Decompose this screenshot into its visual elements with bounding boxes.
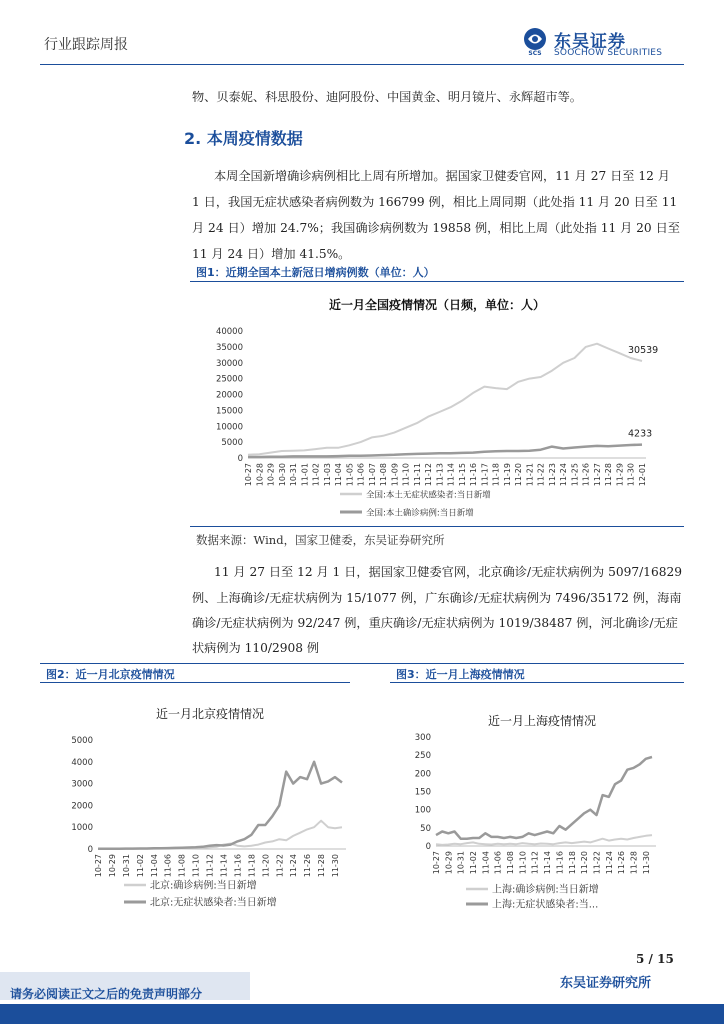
national-x-tick-label: 10-29 [266,463,276,487]
beijing-y-tick-label: 1000 [71,823,93,834]
fig3-label-rule [390,682,684,683]
national-x-tick-label: 11-22 [536,463,546,487]
shanghai-x-tick-label: 11-06 [493,851,503,875]
shanghai-y-tick-label: 150 [414,787,431,798]
national-x-tick-label: 11-08 [379,463,389,487]
para2-line-3: 确诊/无症状病例为 92/247 例，重庆确诊/无症状病例为 1019/38487 例，河北确诊/无症 [192,616,678,630]
national-end-label-1: 30539 [628,345,659,357]
shanghai-series-line-1 [436,835,652,845]
beijing-x-tick-label: 11-12 [205,854,215,878]
fig2-label-rule [40,682,350,683]
beijing-x-tick-label: 10-27 [94,854,103,878]
national-x-tick-label: 11-03 [322,463,332,487]
fig1-top-rule [190,281,684,282]
national-legend-label-1: 全国:本土无症状感染者:当日新增 [366,490,491,501]
shanghai-x-tick-label: 11-12 [530,851,540,875]
beijing-y-tick-label: 0 [87,845,93,855]
national-end-label-2: 4233 [628,428,653,440]
beijing-x-tick-label: 10-31 [121,854,131,878]
shanghai-x-tick-label: 11-02 [469,851,479,875]
national-x-tick-label: 11-04 [334,463,344,487]
footer-institute: 东吴证券研究所 [560,976,652,991]
beijing-x-tick-label: 11-06 [163,854,173,878]
beijing-x-tick-label: 11-28 [317,854,327,878]
section-title: 2. 本周疫情数据 [184,129,303,148]
shanghai-y-tick-label: 50 [420,823,431,834]
national-x-tick-label: 11-05 [345,463,355,487]
shanghai-x-tick-label: 11-04 [481,851,491,875]
national-x-tick-label: 11-01 [300,463,310,487]
national-y-tick-label: 25000 [215,374,243,385]
national-x-tick-label: 11-28 [604,463,614,487]
beijing-x-tick-label: 11-26 [303,854,313,878]
beijing-x-tick-label: 11-30 [331,854,341,878]
shanghai-y-tick-label: 100 [414,805,431,816]
footer-bar [0,1004,724,1024]
shanghai-x-tick-label: 11-16 [555,851,565,875]
national-x-tick-label: 10-27 [244,463,253,487]
national-y-tick-label: 15000 [215,406,243,417]
national-y-tick-label: 10000 [215,422,243,433]
national-x-tick-label: 10-28 [255,463,265,487]
logo-chinese-name: 东吴证券 [554,32,626,52]
national-x-tick-label: 10-30 [277,463,287,487]
fig23-top-rule [40,663,684,664]
para1-line-4: 11 月 24 日）增加 41.5%。 [192,247,351,261]
para1-line-3: 月 24 日）增加 24.7%；我国确诊病例数为 19858 例，相比上周（此处指 11 月 20 日至 [192,221,680,235]
shanghai-x-tick-label: 11-14 [543,851,553,875]
national-x-tick-label: 11-10 [401,463,411,487]
beijing-x-tick-label: 10-29 [107,854,117,878]
national-legend-label-2: 全国:本土确诊病例:当日新增 [366,508,474,519]
shanghai-y-tick-label: 200 [414,769,431,780]
para1-line-2: 1 日，我国无症状感染者病例数为 166799 例，相比上周同期（此处指 11 月 20 日至 11 [192,195,678,209]
national-chart [190,286,684,524]
national-y-tick-label: 30000 [215,358,243,369]
beijing-chart-title: 近一月北京疫情情况 [155,707,265,721]
para2-line-2: 例、上海确诊/无症状病例为 15/1077 例，广东确诊/无症状病例为 7496/35172 例，海南 [192,591,682,605]
shanghai-x-tick-label: 11-24 [604,851,614,875]
beijing-y-tick-label: 5000 [71,736,93,746]
national-x-tick-label: 11-23 [547,463,557,487]
beijing-x-tick-label: 11-18 [247,854,257,878]
shanghai-x-tick-label: 11-26 [617,851,627,875]
national-series-line-1 [248,344,642,455]
national-x-tick-label: 11-11 [412,463,422,487]
national-x-tick-label: 11-26 [581,463,591,487]
national-x-tick-label: 11-09 [390,463,400,487]
national-x-tick-label: 11-18 [491,463,501,487]
beijing-x-tick-label: 11-02 [135,854,145,878]
national-y-tick-label: 35000 [215,342,243,353]
fig1-source: 数据来源：Wind，国家卫健委，东吴证券研究所 [196,533,445,547]
disclaimer-text: 请务必阅读正文之后的免责声明部分 [10,987,203,1001]
beijing-legend-label-2: 北京:无症状感染者:当日新增 [150,897,277,909]
beijing-x-tick-label: 11-16 [233,854,243,878]
logo-english-name: SOOCHOW SECURITIES [554,48,663,58]
page-number: 5 / 15 [636,952,674,966]
national-x-tick-label: 11-24 [559,463,569,487]
fig3-label: 图3：近一月上海疫情情况 [396,668,525,681]
shanghai-x-tick-label: 11-22 [592,851,602,875]
beijing-x-tick-label: 11-08 [177,854,187,878]
shanghai-x-tick-label: 11-18 [567,851,577,875]
shanghai-chart-title: 近一月上海疫情情况 [487,714,597,728]
national-x-tick-label: 11-21 [525,463,535,487]
beijing-legend-label-1: 北京:确诊病例:当日新增 [150,880,257,892]
fig1-bottom-rule [190,526,684,527]
shanghai-x-tick-label: 10-27 [432,851,441,875]
beijing-x-tick-label: 11-22 [275,854,285,878]
beijing-y-tick-label: 4000 [71,757,93,768]
national-x-tick-label: 11-12 [424,463,434,487]
scs-logo-icon [520,26,550,56]
national-x-tick-label: 11-14 [446,463,456,487]
header-divider [40,64,684,65]
intro-line: 物、贝泰妮、科思股份、迪阿股份、中国黄金、明月镜片、永辉超市等。 [192,90,582,104]
beijing-x-tick-label: 11-20 [261,854,271,878]
national-x-tick-label: 11-19 [502,463,512,487]
beijing-chart [40,690,360,922]
fig2-label: 图2：近一月北京疫情情况 [46,668,175,681]
national-x-tick-label: 11-13 [435,463,445,487]
national-x-tick-label: 11-29 [615,463,625,487]
national-y-tick-label: 40000 [215,327,243,337]
para2-line-4: 状病例为 110/2908 例 [192,641,320,655]
beijing-x-tick-label: 11-04 [149,854,159,878]
beijing-x-tick-label: 11-10 [191,854,201,878]
logo-mark-text: SCS [528,50,542,56]
shanghai-x-tick-label: 10-31 [456,851,466,875]
para1-line-1: 本周全国新增确诊病例相比上周有所增加。据国家卫健委官网，11 月 27 日至 12 月 [214,169,670,183]
shanghai-x-tick-label: 11-30 [641,851,651,875]
shanghai-legend-label-2: 上海:无症状感染者:当... [492,899,599,911]
national-x-tick-label: 11-06 [356,463,366,487]
national-x-tick-label: 11-07 [367,463,377,487]
shanghai-y-tick-label: 300 [414,733,431,743]
para2-line-1: 11 月 27 日至 12 月 1 日，据国家卫健委官网，北京确诊/无症状病例为 5097/16829 [214,565,682,579]
national-x-tick-label: 11-30 [626,463,636,487]
beijing-y-tick-label: 3000 [71,779,93,790]
shanghai-x-tick-label: 11-20 [580,851,590,875]
shanghai-chart [390,690,690,922]
national-x-tick-label: 11-25 [570,463,580,487]
national-x-tick-label: 12-01 [638,463,647,487]
shanghai-x-tick-label: 11-10 [518,851,528,875]
national-x-tick-label: 11-17 [480,463,490,487]
national-x-tick-label: 10-31 [289,463,299,487]
national-y-tick-label: 20000 [215,390,243,401]
company-logo [520,26,680,60]
national-x-tick-label: 11-20 [514,463,524,487]
beijing-x-tick-label: 11-24 [289,854,299,878]
shanghai-y-tick-label: 250 [414,751,431,762]
shanghai-y-tick-label: 0 [425,842,431,852]
national-y-tick-label: 0 [237,454,243,464]
national-x-tick-label: 11-02 [311,463,321,487]
shanghai-legend-label-1: 上海:确诊病例:当日新增 [492,884,599,896]
beijing-x-tick-label: 11-14 [219,854,229,878]
national-x-tick-label: 11-27 [592,463,602,487]
national-x-tick-label: 11-15 [457,463,467,487]
shanghai-x-tick-label: 11-08 [506,851,516,875]
report-type: 行业跟踪周报 [44,37,128,53]
shanghai-x-tick-label: 11-28 [629,851,639,875]
shanghai-series-line-2 [436,757,652,839]
national-x-tick-label: 11-16 [469,463,479,487]
fig1-label: 图1：近期全国本土新冠日增病例数（单位：人） [196,266,435,279]
shanghai-x-tick-label: 10-29 [444,851,454,875]
national-chart-title: 近一月全国疫情情况（日频，单位：人） [328,298,546,312]
beijing-y-tick-label: 2000 [71,801,93,812]
beijing-series-line-2 [98,762,342,849]
national-y-tick-label: 5000 [221,438,243,449]
